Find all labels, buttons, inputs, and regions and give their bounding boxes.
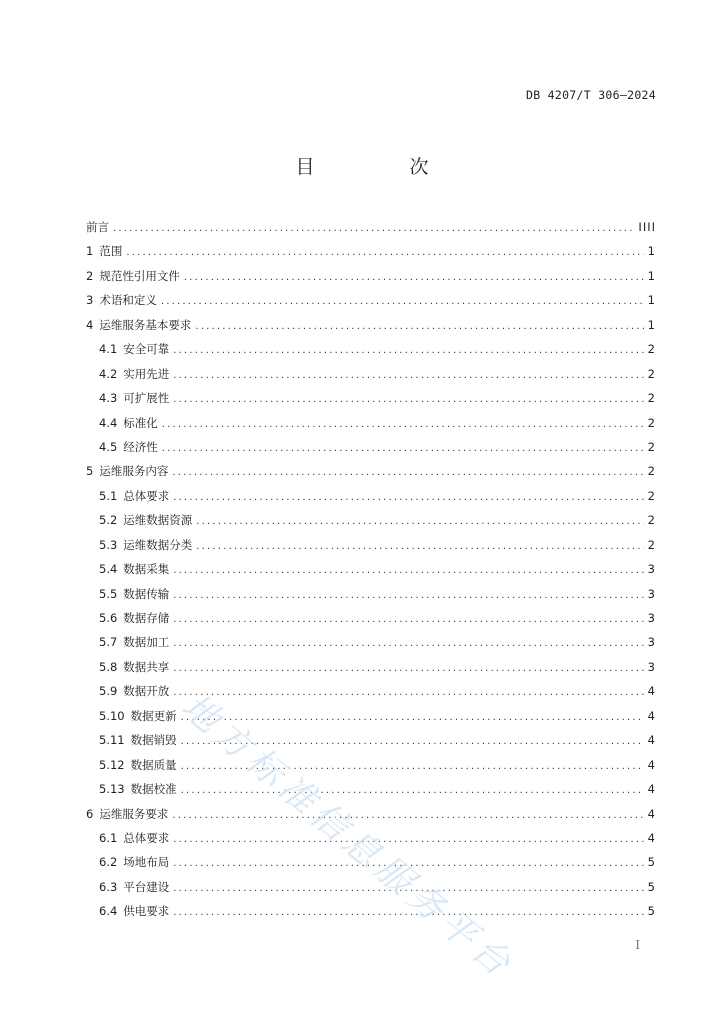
toc-leader-dots (173, 343, 643, 359)
toc-leader-dots (184, 270, 644, 286)
toc-entry[interactable] (86, 463, 656, 487)
toc-leader-dots (173, 392, 643, 408)
toc-leader-dots (181, 759, 644, 775)
toc-entry-number: 5.7 (99, 635, 118, 650)
toc-entry-label (86, 806, 168, 822)
toc-entry-text: 安全可靠 (123, 342, 170, 357)
toc-entry[interactable] (86, 243, 656, 267)
toc-entry-number: 6.2 (99, 855, 118, 870)
toc-entry-page: 2 (647, 391, 656, 406)
table-of-contents (86, 219, 656, 928)
toc-entry-number: 1 (86, 244, 94, 259)
toc-entry[interactable] (86, 683, 656, 707)
toc-entry-label (99, 390, 169, 406)
toc-leader-dots (172, 808, 643, 824)
toc-entry-number: 5.10 (99, 708, 125, 723)
toc-entry[interactable] (86, 634, 656, 658)
toc-entry[interactable] (86, 806, 656, 830)
toc-entry-number: 6.4 (99, 904, 118, 919)
toc-entry-label (86, 243, 122, 259)
toc-leader-dots (162, 417, 644, 433)
toc-entry-text: 总体要求 (123, 488, 170, 503)
toc-entry-label (99, 537, 192, 553)
toc-entry-label (99, 732, 177, 748)
toc-leader-dots (196, 539, 643, 555)
toc-entry-text: 经济性 (123, 439, 158, 454)
toc-leader-dots (173, 636, 643, 652)
toc-entry-label (86, 292, 157, 308)
toc-entry[interactable] (86, 732, 656, 756)
toc-entry-number: 5.8 (99, 659, 118, 674)
page-title: 目 次 (295, 156, 467, 178)
toc-entry[interactable] (86, 854, 656, 878)
toc-entry-page: 2 (647, 537, 656, 552)
toc-leader-dots (173, 563, 643, 579)
toc-leader-dots (173, 905, 643, 921)
toc-entry-page: 1 (647, 317, 656, 332)
toc-leader-dots (113, 221, 634, 237)
watermark: 地方标准信息服务平台 (173, 686, 522, 988)
toc-leader-dots (126, 245, 643, 261)
toc-entry-number: 4.1 (99, 342, 118, 357)
toc-leader-dots (173, 368, 643, 384)
toc-entry-text: 标准化 (123, 415, 158, 430)
toc-entry-number: 5.2 (99, 513, 118, 528)
toc-leader-dots (161, 294, 644, 310)
toc-leader-dots (172, 465, 643, 481)
toc-entry-number: 4.5 (99, 439, 118, 454)
toc-entry[interactable] (86, 659, 656, 683)
toc-entry-number: 6.3 (99, 879, 118, 894)
toc-entry-label (99, 634, 169, 650)
toc-entry-text: 可扩展性 (123, 391, 170, 406)
toc-entry-text: 数据传输 (123, 586, 170, 601)
toc-entry-text: 运维服务要求 (99, 806, 169, 821)
toc-entry-number: 5.1 (99, 488, 118, 503)
toc-entry[interactable] (86, 317, 656, 341)
toc-entry-label (99, 757, 177, 773)
toc-entry-page: 4 (647, 806, 656, 821)
toc-entry-page: 4 (647, 782, 656, 797)
toc-entry-text: 前言 (86, 220, 109, 234)
toc-entry-text: 运维服务内容 (99, 464, 169, 479)
toc-entry-text: 供电要求 (123, 904, 170, 919)
toc-entry-page: 4 (647, 708, 656, 723)
toc-entry-number: 5 (86, 464, 94, 479)
toc-leader-dots (173, 490, 643, 506)
toc-entry-text: 场地布局 (123, 855, 170, 870)
toc-entry[interactable] (86, 439, 656, 463)
toc-entry-page: 2 (647, 366, 656, 381)
toc-entry-number: 2 (86, 268, 94, 283)
toc-entry-text: 平台建设 (123, 879, 170, 894)
toc-entry-page: 5 (647, 855, 656, 870)
toc-entry-number: 6.1 (99, 830, 118, 845)
toc-leader-dots (173, 588, 643, 604)
toc-entry[interactable] (86, 488, 656, 512)
toc-entry[interactable] (86, 415, 656, 439)
toc-leader-dots (173, 881, 643, 897)
toc-entry-label (99, 854, 169, 870)
toc-entry-page: 5 (647, 879, 656, 894)
toc-entry-text: 总体要求 (123, 830, 170, 845)
toc-entry-number: 4.2 (99, 366, 118, 381)
toc-entry-label (99, 610, 169, 626)
toc-entry[interactable] (86, 292, 656, 316)
toc-entry-text: 数据加工 (123, 635, 170, 650)
toc-entry-text: 实用先进 (123, 366, 170, 381)
toc-entry-page: 3 (647, 635, 656, 650)
toc-entry[interactable] (86, 586, 656, 610)
toc-entry-number: 5.6 (99, 611, 118, 625)
toc-entry[interactable] (86, 268, 656, 292)
toc-entry[interactable] (86, 610, 656, 634)
toc-entry-page: 4 (647, 830, 656, 845)
toc-entry-page: 1 (647, 293, 656, 308)
toc-entry-page: 1 (647, 268, 656, 283)
toc-entry[interactable] (86, 708, 656, 732)
toc-entry-page: 3 (647, 659, 656, 674)
toc-entry-page: 5 (647, 904, 656, 919)
toc-entry[interactable] (86, 879, 656, 903)
toc-entry-page: 2 (647, 415, 656, 430)
toc-entry-page: 2 (647, 464, 656, 479)
toc-entry-label (99, 879, 169, 895)
toc-entry-number: 5.9 (99, 684, 118, 699)
toc-entry-page: 2 (647, 513, 656, 528)
toc-entry-label (99, 683, 169, 699)
toc-entry-text: 术语和定义 (99, 293, 157, 308)
toc-entry-label (99, 512, 192, 528)
toc-entry-page: IIII (638, 220, 656, 234)
toc-entry-label (99, 439, 158, 455)
toc-entry-label (99, 366, 169, 382)
toc-entry-label (99, 488, 169, 504)
toc-entry-number: 5.4 (99, 562, 118, 577)
toc-entry-label (99, 341, 169, 357)
toc-entry[interactable] (86, 757, 656, 781)
toc-entry-number: 4 (86, 317, 94, 332)
toc-entry-page: 3 (647, 611, 656, 625)
toc-entry-page: 2 (647, 342, 656, 357)
toc-leader-dots (181, 783, 644, 799)
toc-entry-number: 5.3 (99, 537, 118, 552)
footer-page-number: I (635, 938, 640, 952)
toc-leader-dots (173, 612, 643, 628)
toc-entry-page: 2 (647, 439, 656, 454)
toc-entry-text: 数据共享 (123, 659, 170, 674)
toc-entry-label (99, 708, 177, 724)
toc-entry[interactable] (86, 903, 656, 927)
toc-entry-label (99, 586, 169, 602)
toc-entry-number: 5.11 (99, 733, 125, 748)
toc-entry-text: 数据质量 (130, 757, 177, 772)
toc-entry-label (99, 781, 177, 797)
toc-entry-text: 数据更新 (130, 708, 177, 723)
toc-entry-label (86, 219, 109, 235)
toc-entry-page: 1 (647, 244, 656, 259)
toc-entry[interactable] (86, 366, 656, 390)
toc-leader-dots (173, 661, 643, 677)
toc-entry-page: 4 (647, 757, 656, 772)
toc-entry[interactable] (86, 512, 656, 536)
toc-entry-label (86, 317, 191, 333)
toc-entry-page: 2 (647, 488, 656, 503)
toc-entry-text: 运维数据资源 (123, 513, 193, 528)
toc-entry[interactable] (86, 219, 656, 243)
toc-entry[interactable] (86, 561, 656, 585)
toc-leader-dots (162, 441, 644, 457)
toc-entry-text: 数据销毁 (130, 733, 177, 748)
toc-entry[interactable] (86, 537, 656, 561)
toc-entry-page: 4 (647, 684, 656, 699)
toc-entry-text: 运维服务基本要求 (99, 317, 192, 332)
toc-leader-dots (173, 832, 643, 848)
toc-entry[interactable] (86, 341, 656, 365)
toc-leader-dots (195, 319, 643, 335)
toc-entry-text: 数据开放 (123, 684, 170, 699)
toc-entry-number: 5.13 (99, 782, 125, 797)
toc-entry-number: 3 (86, 293, 94, 308)
toc-entry-text: 数据采集 (123, 562, 170, 577)
toc-entry[interactable] (86, 390, 656, 414)
toc-entry-label (99, 903, 169, 919)
toc-entry-number: 4.3 (99, 391, 118, 406)
toc-entry-label (86, 463, 168, 479)
toc-entry-page: 4 (647, 733, 656, 748)
toc-entry-text: 运维数据分类 (123, 537, 193, 552)
toc-leader-dots (173, 685, 643, 701)
toc-entry-label (86, 268, 180, 284)
toc-leader-dots (181, 710, 644, 726)
toc-entry-text: 范围 (99, 244, 123, 259)
toc-entry-page: 3 (647, 562, 656, 577)
toc-entry-number: 5.12 (99, 757, 125, 772)
toc-entry-label (99, 561, 169, 577)
toc-entry-label (99, 830, 169, 846)
toc-entry-text: 数据存储 (123, 611, 170, 625)
toc-entry[interactable] (86, 781, 656, 805)
toc-entry[interactable] (86, 830, 656, 854)
toc-entry-label (99, 659, 169, 675)
toc-entry-label (99, 415, 158, 431)
toc-leader-dots (196, 514, 643, 530)
toc-entry-text: 数据校准 (130, 782, 177, 797)
toc-entry-text: 规范性引用文件 (99, 268, 180, 283)
toc-entry-number: 4.4 (99, 415, 118, 430)
toc-entry-number: 5.5 (99, 586, 118, 601)
toc-entry-number: 6 (86, 806, 94, 821)
toc-entry-page: 3 (647, 586, 656, 601)
toc-leader-dots (173, 856, 643, 872)
toc-leader-dots (181, 734, 644, 750)
standard-code: DB 4207/T 306—2024 (525, 88, 656, 102)
